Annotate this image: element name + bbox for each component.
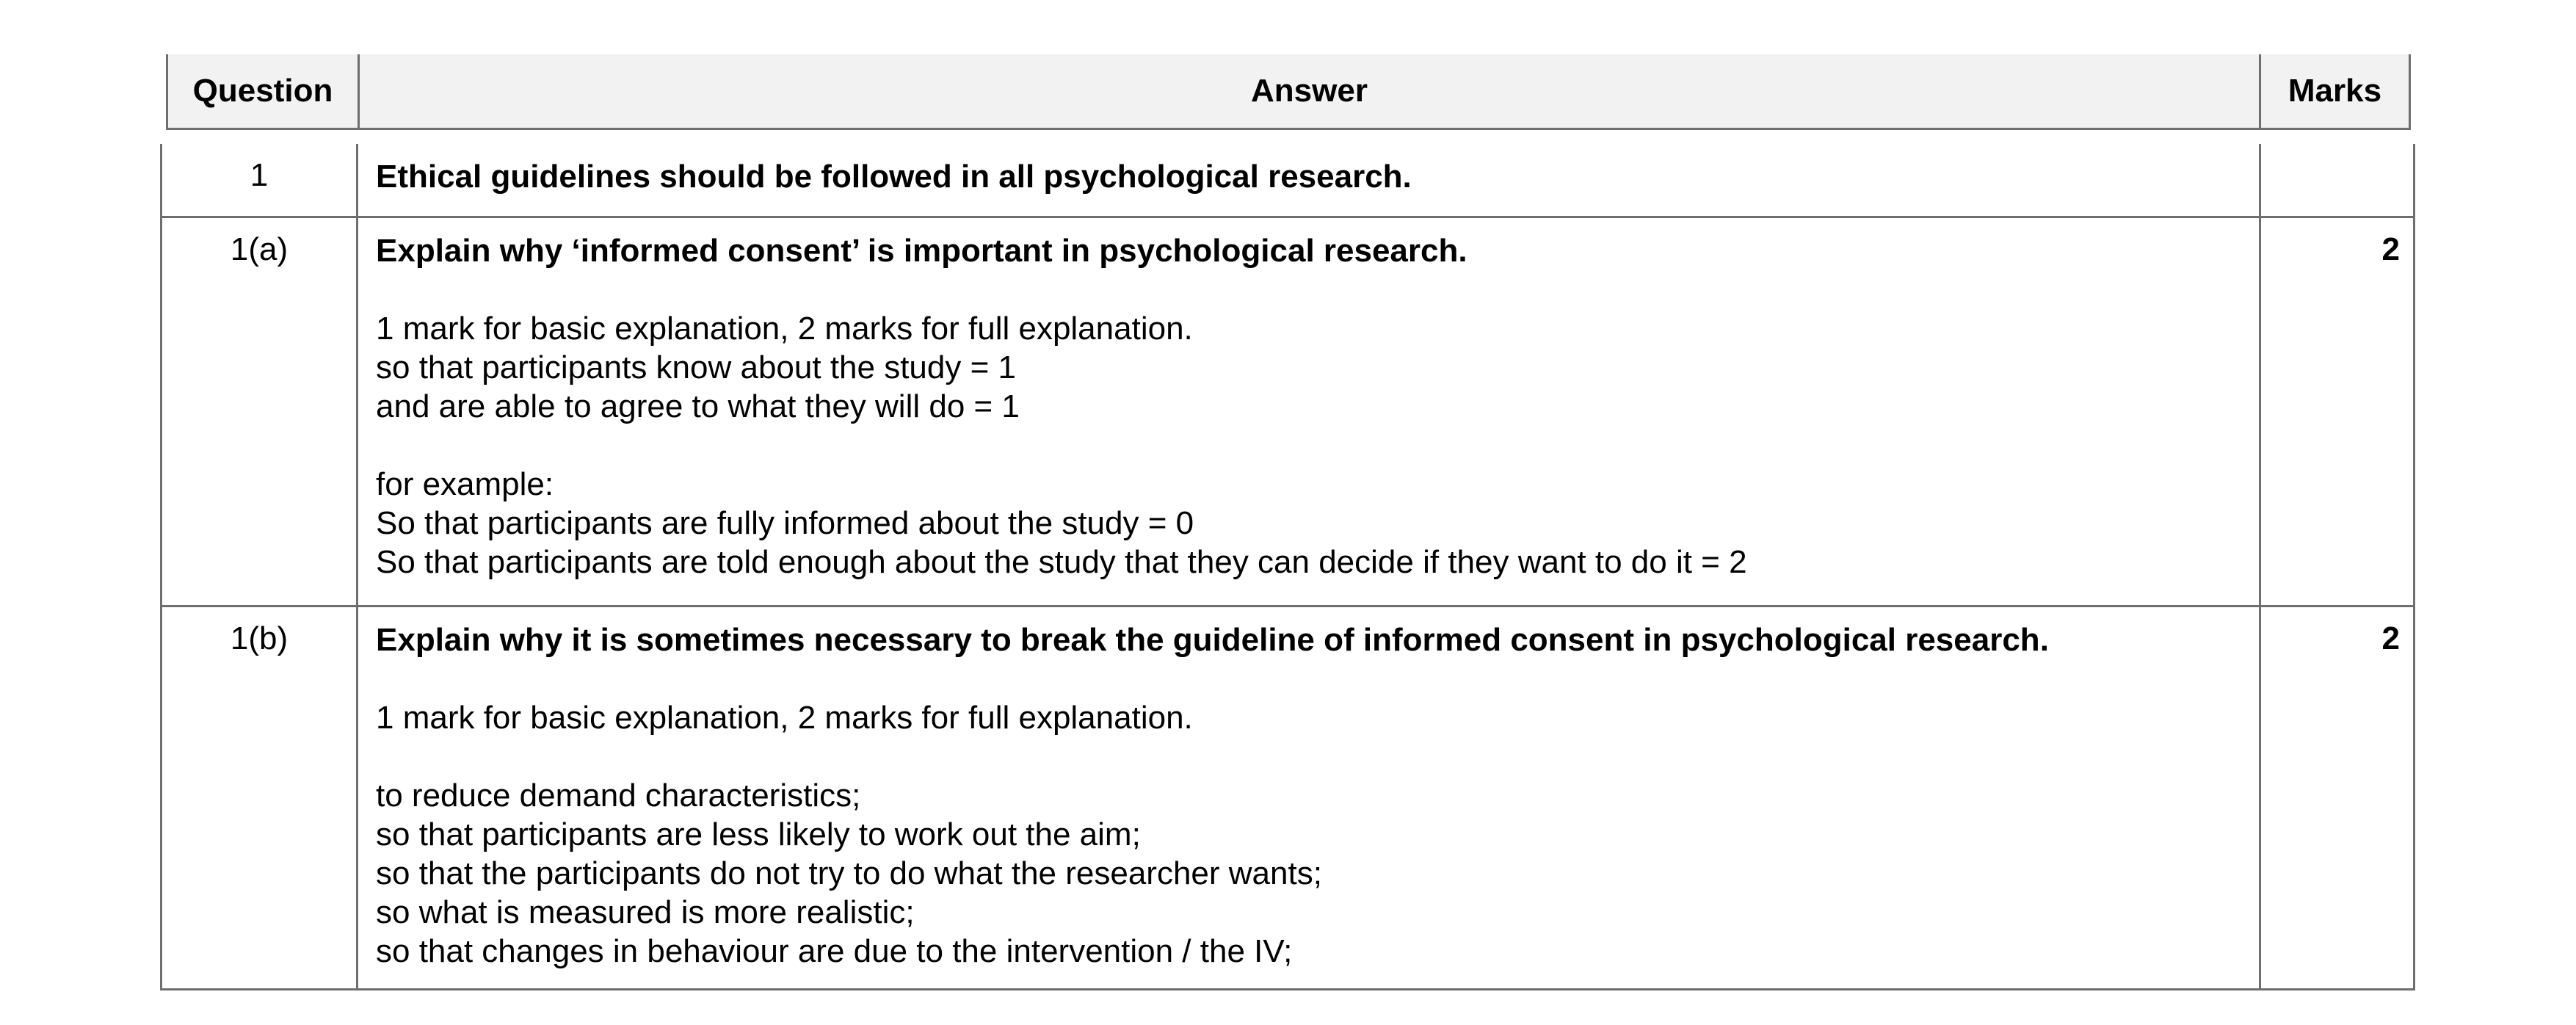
answer-cell bbox=[358, 607, 2261, 988]
answer-cell bbox=[358, 218, 2261, 605]
point-line: so that changes in behaviour are due to the intervention / the IV; bbox=[376, 933, 1293, 969]
header-question: Question bbox=[168, 54, 360, 128]
example-answers bbox=[376, 465, 2241, 582]
table-header bbox=[166, 54, 2411, 128]
example-line: So that participants are told enough about the study that they can decide if they want to do it = 2 bbox=[376, 544, 1747, 580]
table-row bbox=[162, 216, 2413, 605]
mark-scheme-table bbox=[160, 54, 2415, 990]
marks-cell bbox=[2261, 144, 2413, 216]
example-line: So that participants are fully informed about the study = 0 bbox=[376, 505, 1194, 541]
marks-cell: 2 bbox=[2381, 620, 2400, 656]
answer-cell bbox=[358, 144, 2261, 216]
marking-guidance bbox=[376, 698, 2241, 737]
table-row bbox=[162, 605, 2413, 988]
point-line: so that the participants do not try to do what the researcher wants; bbox=[376, 855, 1322, 891]
table-body bbox=[160, 144, 2415, 990]
question-number: 1(b) bbox=[162, 607, 358, 988]
guidance-line: and are able to agree to what they will do = 1 bbox=[376, 388, 1020, 424]
question-prompt: Explain why ‘informed consent’ is important in psychological research. bbox=[376, 233, 1467, 269]
question-number: 1(a) bbox=[162, 218, 358, 605]
question-prompt: Ethical guidelines should be followed in all psychological research. bbox=[376, 159, 1412, 195]
point-line: so what is measured is more realistic; bbox=[376, 894, 915, 930]
creditworthy-points bbox=[376, 776, 2241, 971]
header-marks: Marks bbox=[2287, 73, 2382, 109]
point-line: so that participants are less likely to work out the aim; bbox=[376, 816, 1141, 852]
marking-guidance bbox=[376, 309, 2241, 426]
header-answer: Answer bbox=[360, 54, 2261, 128]
guidance-line: so that participants know about the study = 1 bbox=[376, 349, 1016, 385]
guidance-line: 1 mark for basic explanation, 2 marks for full explanation. bbox=[376, 311, 1193, 347]
marks-cell: 2 bbox=[2381, 231, 2400, 267]
question-prompt: Explain why it is sometimes necessary to break the guideline of informed consent in psychological research. bbox=[376, 622, 2049, 658]
point-line: to reduce demand characteristics; bbox=[376, 778, 861, 814]
guidance-line: 1 mark for basic explanation, 2 marks for full explanation. bbox=[376, 700, 1193, 736]
table-row bbox=[162, 144, 2413, 216]
question-number: 1 bbox=[162, 144, 358, 216]
example-line: for example: bbox=[376, 466, 554, 502]
